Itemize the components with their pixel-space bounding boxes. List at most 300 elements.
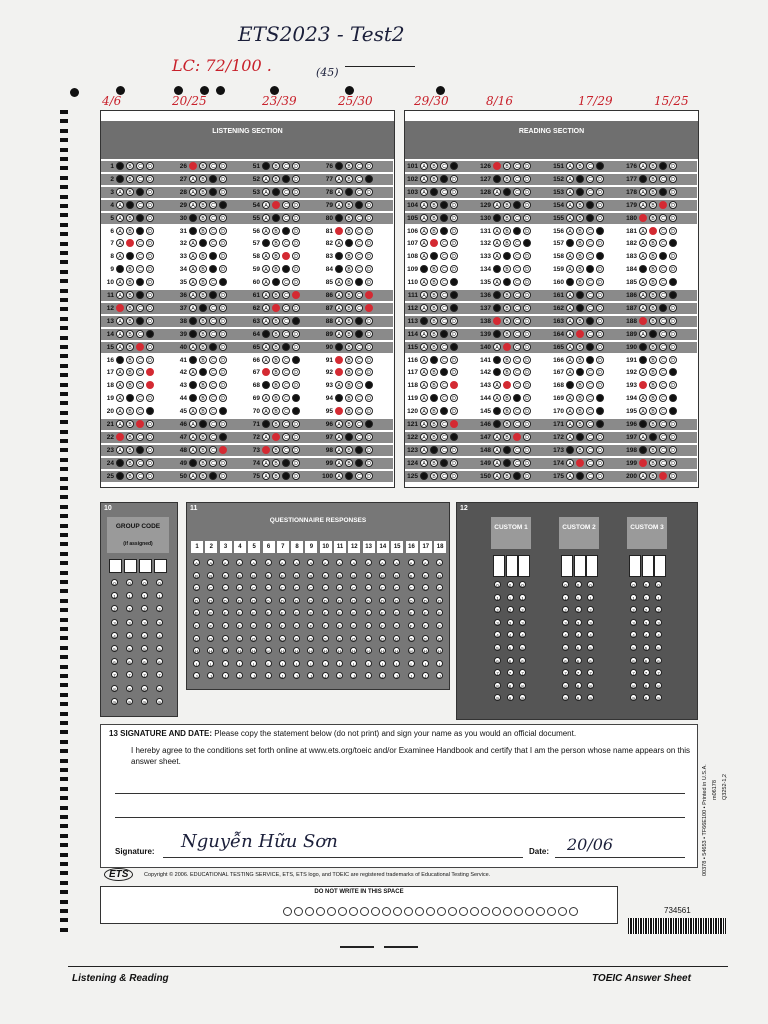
answer-bubble-a[interactable]: A (493, 278, 501, 286)
answer-bubble-b[interactable]: B (503, 214, 511, 222)
questionnaire-bubble[interactable]: B (366, 573, 370, 579)
questionnaire-bubble[interactable]: G (394, 636, 399, 642)
answer-bubble-a[interactable]: A (262, 201, 270, 209)
answer-bubble-d[interactable]: D (523, 239, 531, 247)
answer-bubble-d[interactable]: D (365, 252, 373, 260)
custom-digit-bubble[interactable]: 1 (587, 594, 594, 601)
group-code-digit-bubble[interactable]: 3 (156, 619, 163, 626)
group-code-digit-bubble[interactable]: 9 (156, 698, 163, 705)
questionnaire-bubble[interactable]: I (422, 660, 429, 667)
questionnaire-bubble[interactable]: D (395, 598, 399, 604)
answer-bubble-d[interactable]: D (450, 343, 458, 351)
answer-bubble-c[interactable]: C (209, 304, 217, 312)
questionnaire-bubble[interactable]: E (295, 611, 299, 617)
answer-bubble-b[interactable]: B (649, 472, 657, 480)
answer-bubble-d[interactable]: D (292, 446, 300, 454)
answer-bubble-a[interactable]: A (566, 446, 574, 454)
custom-digit-bubble[interactable]: 7 (643, 669, 650, 676)
answer-bubble-c[interactable]: C (586, 239, 594, 247)
answer-bubble-d[interactable]: D (219, 214, 227, 222)
group-code-digit-bubble[interactable]: 2 (111, 605, 118, 612)
custom-digit-bubble[interactable]: 2 (507, 606, 514, 613)
answer-bubble-b[interactable]: B (430, 175, 438, 183)
answer-bubble-c[interactable]: C (355, 291, 363, 299)
answer-bubble-a[interactable]: A (116, 291, 124, 299)
answer-bubble-a[interactable]: A (116, 317, 124, 325)
answer-bubble-d[interactable]: D (292, 330, 300, 338)
custom-digit-bubble[interactable]: 9 (630, 694, 637, 701)
custom-entry-box[interactable] (629, 555, 641, 577)
answer-bubble-d[interactable]: D (596, 304, 604, 312)
answer-bubble-d[interactable]: D (669, 356, 677, 364)
answer-bubble-d[interactable]: D (669, 252, 677, 260)
answer-bubble-c[interactable]: C (136, 368, 144, 376)
answer-bubble-b[interactable]: B (503, 304, 511, 312)
answer-bubble-c[interactable]: C (659, 459, 667, 467)
questionnaire-bubble[interactable]: C (266, 586, 270, 592)
questionnaire-bubble[interactable]: H (252, 649, 256, 655)
answer-bubble-c[interactable]: C (209, 459, 217, 467)
answer-bubble-c[interactable]: C (355, 214, 363, 222)
questionnaire-bubble[interactable]: E (266, 611, 270, 617)
answer-bubble-c[interactable]: C (282, 278, 290, 286)
answer-bubble-b[interactable]: B (272, 381, 280, 389)
custom-digit-bubble[interactable]: 7 (507, 669, 514, 676)
answer-bubble-d[interactable]: D (450, 407, 458, 415)
answer-bubble-a[interactable]: A (189, 252, 197, 260)
group-code-digit-bubble[interactable]: 4 (126, 632, 133, 639)
answer-bubble-d[interactable]: D (669, 381, 677, 389)
answer-bubble-a[interactable]: A (262, 214, 270, 222)
answer-bubble-a[interactable]: A (262, 356, 270, 364)
custom-digit-bubble[interactable]: 8 (643, 682, 650, 689)
answer-bubble-d[interactable]: D (146, 188, 154, 196)
answer-bubble-d[interactable]: D (523, 472, 531, 480)
answer-bubble-d[interactable]: D (146, 368, 154, 376)
answer-bubble-c[interactable]: C (586, 407, 594, 415)
answer-bubble-b[interactable]: B (126, 214, 134, 222)
answer-bubble-d[interactable]: D (146, 239, 154, 247)
answer-bubble-c[interactable]: C (659, 175, 667, 183)
custom-digit-bubble[interactable]: 2 (655, 606, 662, 613)
answer-bubble-a[interactable]: A (262, 317, 270, 325)
answer-bubble-a[interactable]: A (116, 394, 124, 402)
answer-bubble-b[interactable]: B (503, 381, 511, 389)
answer-bubble-c[interactable]: C (282, 317, 290, 325)
answer-bubble-c[interactable]: C (586, 356, 594, 364)
answer-bubble-b[interactable]: B (503, 265, 511, 273)
custom-digit-bubble[interactable]: 1 (630, 594, 637, 601)
answer-bubble-a[interactable]: A (189, 239, 197, 247)
questionnaire-bubble[interactable]: H (309, 649, 313, 655)
custom-digit-bubble[interactable]: 3 (507, 619, 514, 626)
questionnaire-bubble[interactable]: G (294, 636, 299, 642)
answer-bubble-a[interactable]: A (335, 356, 343, 364)
questionnaire-bubble[interactable]: C (437, 586, 442, 592)
answer-bubble-b[interactable]: B (126, 420, 134, 428)
answer-bubble-a[interactable]: A (335, 278, 343, 286)
answer-bubble-a[interactable]: A (566, 239, 574, 247)
answer-bubble-d[interactable]: D (146, 330, 154, 338)
answer-bubble-b[interactable]: B (345, 214, 353, 222)
answer-bubble-c[interactable]: C (659, 356, 667, 364)
answer-bubble-a[interactable]: A (566, 433, 574, 441)
answer-bubble-c[interactable]: C (282, 252, 290, 260)
questionnaire-bubble[interactable]: A (366, 561, 370, 566)
answer-bubble-c[interactable]: C (440, 381, 448, 389)
answer-bubble-c[interactable]: C (513, 175, 521, 183)
answer-bubble-b[interactable]: B (199, 356, 207, 364)
answer-bubble-a[interactable]: A (335, 291, 343, 299)
answer-bubble-d[interactable]: D (450, 304, 458, 312)
questionnaire-bubble[interactable]: F (336, 622, 343, 629)
custom-digit-bubble[interactable]: 8 (587, 682, 594, 689)
custom-digit-bubble[interactable]: 2 (630, 606, 637, 613)
custom-digit-bubble[interactable]: 9 (562, 694, 569, 701)
answer-bubble-d[interactable]: D (292, 278, 300, 286)
answer-bubble-c[interactable]: C (209, 162, 217, 170)
answer-bubble-d[interactable]: D (292, 265, 300, 273)
answer-bubble-b[interactable]: B (199, 330, 207, 338)
answer-bubble-b[interactable]: B (345, 433, 353, 441)
answer-bubble-a[interactable]: A (116, 433, 124, 441)
group-code-digit-bubble[interactable]: 6 (156, 658, 163, 665)
questionnaire-bubble[interactable]: B (237, 573, 241, 579)
answer-bubble-c[interactable]: C (282, 433, 290, 441)
questionnaire-bubble[interactable]: J (222, 672, 229, 679)
answer-bubble-d[interactable]: D (219, 265, 227, 273)
answer-bubble-b[interactable]: B (272, 201, 280, 209)
group-code-digit-bubble[interactable]: 1 (111, 592, 118, 599)
answer-bubble-b[interactable]: B (126, 459, 134, 467)
custom-digit-bubble[interactable]: 6 (507, 657, 514, 664)
questionnaire-bubble[interactable]: H (380, 649, 385, 655)
answer-bubble-c[interactable]: C (586, 343, 594, 351)
custom-digit-bubble[interactable]: 3 (575, 619, 582, 626)
answer-bubble-a[interactable]: A (639, 472, 647, 480)
answer-bubble-d[interactable]: D (523, 317, 531, 325)
answer-bubble-a[interactable]: A (262, 407, 270, 415)
answer-bubble-d[interactable]: D (450, 291, 458, 299)
answer-bubble-a[interactable]: A (335, 420, 343, 428)
answer-bubble-d[interactable]: D (146, 317, 154, 325)
answer-bubble-a[interactable]: A (335, 265, 343, 273)
answer-bubble-a[interactable]: A (420, 343, 428, 351)
answer-bubble-b[interactable]: B (199, 227, 207, 235)
answer-bubble-a[interactable]: A (639, 201, 647, 209)
custom-digit-bubble[interactable]: 9 (575, 694, 582, 701)
answer-bubble-d[interactable]: D (596, 291, 604, 299)
questionnaire-bubble[interactable]: B (380, 573, 384, 579)
answer-bubble-a[interactable]: A (189, 381, 197, 389)
answer-bubble-d[interactable]: D (669, 265, 677, 273)
answer-bubble-d[interactable]: D (669, 420, 677, 428)
answer-bubble-a[interactable]: A (639, 356, 647, 364)
questionnaire-bubble[interactable]: J (322, 672, 329, 679)
questionnaire-bubble[interactable]: F (436, 622, 443, 629)
answer-bubble-c[interactable]: C (586, 175, 594, 183)
answer-bubble-d[interactable]: D (146, 175, 154, 183)
group-code-digit-bubble[interactable]: 9 (111, 698, 118, 705)
questionnaire-bubble[interactable]: G (309, 636, 313, 642)
custom-digit-bubble[interactable]: 6 (630, 657, 637, 664)
answer-bubble-a[interactable]: A (335, 201, 343, 209)
answer-bubble-c[interactable]: C (586, 446, 594, 454)
custom-digit-bubble[interactable]: 9 (655, 694, 662, 701)
answer-bubble-b[interactable]: B (649, 252, 657, 260)
answer-bubble-a[interactable]: A (493, 162, 501, 170)
answer-bubble-b[interactable]: B (649, 201, 657, 209)
answer-bubble-c[interactable]: C (209, 227, 217, 235)
answer-bubble-a[interactable]: A (493, 381, 501, 389)
group-code-digit-bubble[interactable]: 3 (111, 619, 118, 626)
answer-bubble-c[interactable]: C (282, 265, 290, 273)
custom-digit-bubble[interactable]: 0 (494, 581, 501, 588)
questionnaire-bubble[interactable]: E (280, 611, 284, 617)
answer-bubble-a[interactable]: A (639, 407, 647, 415)
answer-bubble-a[interactable]: A (189, 304, 197, 312)
answer-bubble-c[interactable]: C (355, 420, 363, 428)
answer-bubble-c[interactable]: C (355, 239, 363, 247)
questionnaire-bubble[interactable]: G (323, 636, 327, 642)
questionnaire-bubble[interactable]: E (352, 611, 356, 617)
answer-bubble-d[interactable]: D (292, 227, 300, 235)
answer-bubble-b[interactable]: B (272, 265, 280, 273)
answer-bubble-c[interactable]: C (440, 252, 448, 260)
answer-bubble-a[interactable]: A (189, 317, 197, 325)
answer-bubble-b[interactable]: B (430, 407, 438, 415)
answer-bubble-c[interactable]: C (282, 356, 290, 364)
questionnaire-bubble[interactable]: G (337, 636, 342, 642)
answer-bubble-c[interactable]: C (282, 188, 290, 196)
answer-bubble-a[interactable]: A (566, 317, 574, 325)
answer-bubble-d[interactable]: D (523, 162, 531, 170)
answer-bubble-a[interactable]: A (262, 381, 270, 389)
answer-bubble-b[interactable]: B (430, 356, 438, 364)
questionnaire-bubble[interactable]: A (295, 561, 299, 566)
questionnaire-bubble[interactable]: A (323, 561, 327, 566)
answer-bubble-a[interactable]: A (420, 459, 428, 467)
answer-bubble-b[interactable]: B (345, 407, 353, 415)
questionnaire-bubble[interactable]: I (436, 660, 443, 667)
answer-bubble-d[interactable]: D (219, 472, 227, 480)
answer-bubble-b[interactable]: B (576, 381, 584, 389)
answer-bubble-a[interactable]: A (262, 394, 270, 402)
questionnaire-bubble[interactable]: B (409, 573, 413, 579)
questionnaire-bubble[interactable]: A (223, 561, 227, 566)
answer-bubble-c[interactable]: C (440, 317, 448, 325)
answer-bubble-c[interactable]: C (440, 227, 448, 235)
answer-bubble-c[interactable]: C (355, 304, 363, 312)
answer-bubble-c[interactable]: C (659, 472, 667, 480)
answer-bubble-d[interactable]: D (596, 278, 604, 286)
answer-bubble-d[interactable]: D (596, 407, 604, 415)
answer-bubble-d[interactable]: D (219, 227, 227, 235)
answer-bubble-a[interactable]: A (639, 278, 647, 286)
answer-bubble-c[interactable]: C (136, 201, 144, 209)
answer-bubble-d[interactable]: D (365, 278, 373, 286)
answer-bubble-c[interactable]: C (355, 265, 363, 273)
questionnaire-bubble[interactable]: B (252, 573, 256, 579)
custom-digit-bubble[interactable]: 5 (494, 644, 501, 651)
custom-entry-box[interactable] (654, 555, 666, 577)
answer-bubble-c[interactable]: C (136, 162, 144, 170)
answer-bubble-b[interactable]: B (126, 188, 134, 196)
answer-bubble-b[interactable]: B (199, 188, 207, 196)
questionnaire-bubble[interactable]: I (293, 660, 300, 667)
answer-bubble-c[interactable]: C (355, 381, 363, 389)
answer-bubble-b[interactable]: B (272, 317, 280, 325)
answer-bubble-b[interactable]: B (576, 304, 584, 312)
custom-digit-bubble[interactable]: 5 (575, 644, 582, 651)
answer-bubble-a[interactable]: A (189, 278, 197, 286)
answer-bubble-c[interactable]: C (659, 394, 667, 402)
answer-bubble-c[interactable]: C (586, 472, 594, 480)
answer-bubble-d[interactable]: D (146, 381, 154, 389)
answer-bubble-d[interactable]: D (146, 278, 154, 286)
group-code-digit-bubble[interactable]: 4 (156, 632, 163, 639)
questionnaire-bubble[interactable]: D (309, 598, 313, 604)
answer-bubble-c[interactable]: C (355, 446, 363, 454)
answer-bubble-c[interactable]: C (586, 433, 594, 441)
questionnaire-bubble[interactable]: I (265, 660, 272, 667)
questionnaire-bubble[interactable]: I (336, 660, 343, 667)
answer-bubble-b[interactable]: B (272, 291, 280, 299)
answer-bubble-d[interactable]: D (450, 394, 458, 402)
custom-digit-bubble[interactable]: 7 (655, 669, 662, 676)
answer-bubble-c[interactable]: C (209, 188, 217, 196)
questionnaire-bubble[interactable]: A (352, 561, 356, 566)
answer-bubble-b[interactable]: B (345, 356, 353, 364)
answer-bubble-a[interactable]: A (116, 304, 124, 312)
answer-bubble-d[interactable]: D (292, 459, 300, 467)
group-code-digit-bubble[interactable]: 7 (141, 671, 148, 678)
answer-bubble-b[interactable]: B (272, 433, 280, 441)
answer-bubble-d[interactable]: D (450, 356, 458, 364)
answer-bubble-d[interactable]: D (292, 394, 300, 402)
answer-bubble-d[interactable]: D (523, 446, 531, 454)
questionnaire-bubble[interactable]: G (409, 636, 413, 642)
questionnaire-bubble[interactable]: J (279, 672, 286, 679)
answer-bubble-d[interactable]: D (219, 317, 227, 325)
answer-bubble-d[interactable]: D (292, 356, 300, 364)
answer-bubble-a[interactable]: A (335, 459, 343, 467)
answer-bubble-a[interactable]: A (262, 420, 270, 428)
group-code-digit-bubble[interactable]: 8 (156, 685, 163, 692)
answer-bubble-b[interactable]: B (430, 343, 438, 351)
questionnaire-bubble[interactable]: G (237, 636, 242, 642)
questionnaire-bubble[interactable]: C (223, 586, 227, 592)
answer-bubble-d[interactable]: D (292, 188, 300, 196)
answer-bubble-a[interactable]: A (420, 252, 428, 260)
answer-bubble-c[interactable]: C (355, 368, 363, 376)
answer-bubble-b[interactable]: B (126, 330, 134, 338)
answer-bubble-b[interactable]: B (345, 381, 353, 389)
questionnaire-bubble[interactable]: B (337, 573, 341, 579)
answer-bubble-a[interactable]: A (493, 407, 501, 415)
questionnaire-bubble[interactable]: J (408, 672, 415, 679)
answer-bubble-a[interactable]: A (493, 420, 501, 428)
answer-bubble-a[interactable]: A (189, 227, 197, 235)
answer-bubble-b[interactable]: B (503, 162, 511, 170)
answer-bubble-b[interactable]: B (126, 394, 134, 402)
answer-bubble-b[interactable]: B (126, 201, 134, 209)
answer-bubble-d[interactable]: D (292, 407, 300, 415)
answer-bubble-a[interactable]: A (566, 356, 574, 364)
answer-bubble-b[interactable]: B (126, 175, 134, 183)
group-code-digit-bubble[interactable]: 2 (156, 605, 163, 612)
custom-entry-box[interactable] (506, 555, 518, 577)
answer-bubble-c[interactable]: C (209, 214, 217, 222)
answer-bubble-b[interactable]: B (430, 317, 438, 325)
answer-bubble-c[interactable]: C (355, 175, 363, 183)
answer-bubble-d[interactable]: D (596, 330, 604, 338)
answer-bubble-a[interactable]: A (335, 446, 343, 454)
answer-bubble-b[interactable]: B (345, 227, 353, 235)
answer-bubble-a[interactable]: A (189, 472, 197, 480)
custom-digit-bubble[interactable]: 3 (655, 619, 662, 626)
answer-bubble-d[interactable]: D (219, 407, 227, 415)
answer-bubble-c[interactable]: C (659, 291, 667, 299)
questionnaire-bubble[interactable]: H (323, 649, 327, 655)
answer-bubble-a[interactable]: A (493, 433, 501, 441)
custom-entry-box[interactable] (642, 555, 654, 577)
answer-bubble-a[interactable]: A (335, 472, 343, 480)
answer-bubble-b[interactable]: B (199, 394, 207, 402)
questionnaire-bubble[interactable]: F (379, 622, 386, 629)
questionnaire-bubble[interactable]: I (222, 660, 229, 667)
answer-bubble-b[interactable]: B (345, 252, 353, 260)
answer-bubble-c[interactable]: C (136, 239, 144, 247)
custom-digit-bubble[interactable]: 0 (655, 581, 662, 588)
questionnaire-bubble[interactable]: D (409, 598, 413, 604)
answer-bubble-d[interactable]: D (365, 459, 373, 467)
answer-bubble-a[interactable]: A (335, 343, 343, 351)
custom-digit-bubble[interactable]: 0 (562, 581, 569, 588)
answer-bubble-d[interactable]: D (669, 162, 677, 170)
questionnaire-bubble[interactable]: E (309, 611, 313, 617)
custom-digit-bubble[interactable]: 8 (519, 682, 526, 689)
answer-bubble-a[interactable]: A (566, 214, 574, 222)
answer-bubble-b[interactable]: B (345, 368, 353, 376)
answer-bubble-d[interactable]: D (365, 317, 373, 325)
answer-bubble-d[interactable]: D (669, 407, 677, 415)
answer-bubble-c[interactable]: C (440, 278, 448, 286)
answer-bubble-d[interactable]: D (669, 394, 677, 402)
questionnaire-bubble[interactable]: I (350, 660, 357, 667)
group-code-digit-bubble[interactable]: 5 (111, 645, 118, 652)
answer-bubble-a[interactable]: A (420, 407, 428, 415)
questionnaire-bubble[interactable]: C (409, 586, 413, 592)
custom-digit-bubble[interactable]: 1 (562, 594, 569, 601)
questionnaire-bubble[interactable]: E (323, 611, 327, 617)
answer-bubble-c[interactable]: C (440, 265, 448, 273)
custom-digit-bubble[interactable]: 3 (643, 619, 650, 626)
answer-bubble-a[interactable]: A (116, 175, 124, 183)
answer-bubble-b[interactable]: B (272, 214, 280, 222)
questionnaire-bubble[interactable]: E (438, 611, 442, 617)
custom-digit-bubble[interactable]: 5 (655, 644, 662, 651)
custom-digit-bubble[interactable]: 3 (519, 619, 526, 626)
custom-digit-bubble[interactable]: 7 (494, 669, 501, 676)
answer-bubble-d[interactable]: D (523, 201, 531, 209)
answer-bubble-d[interactable]: D (365, 433, 373, 441)
answer-bubble-c[interactable]: C (659, 265, 667, 273)
custom-entry-box[interactable] (561, 555, 573, 577)
answer-bubble-b[interactable]: B (272, 278, 280, 286)
group-code-digit-bubble[interactable]: 3 (141, 619, 148, 626)
answer-bubble-d[interactable]: D (450, 252, 458, 260)
